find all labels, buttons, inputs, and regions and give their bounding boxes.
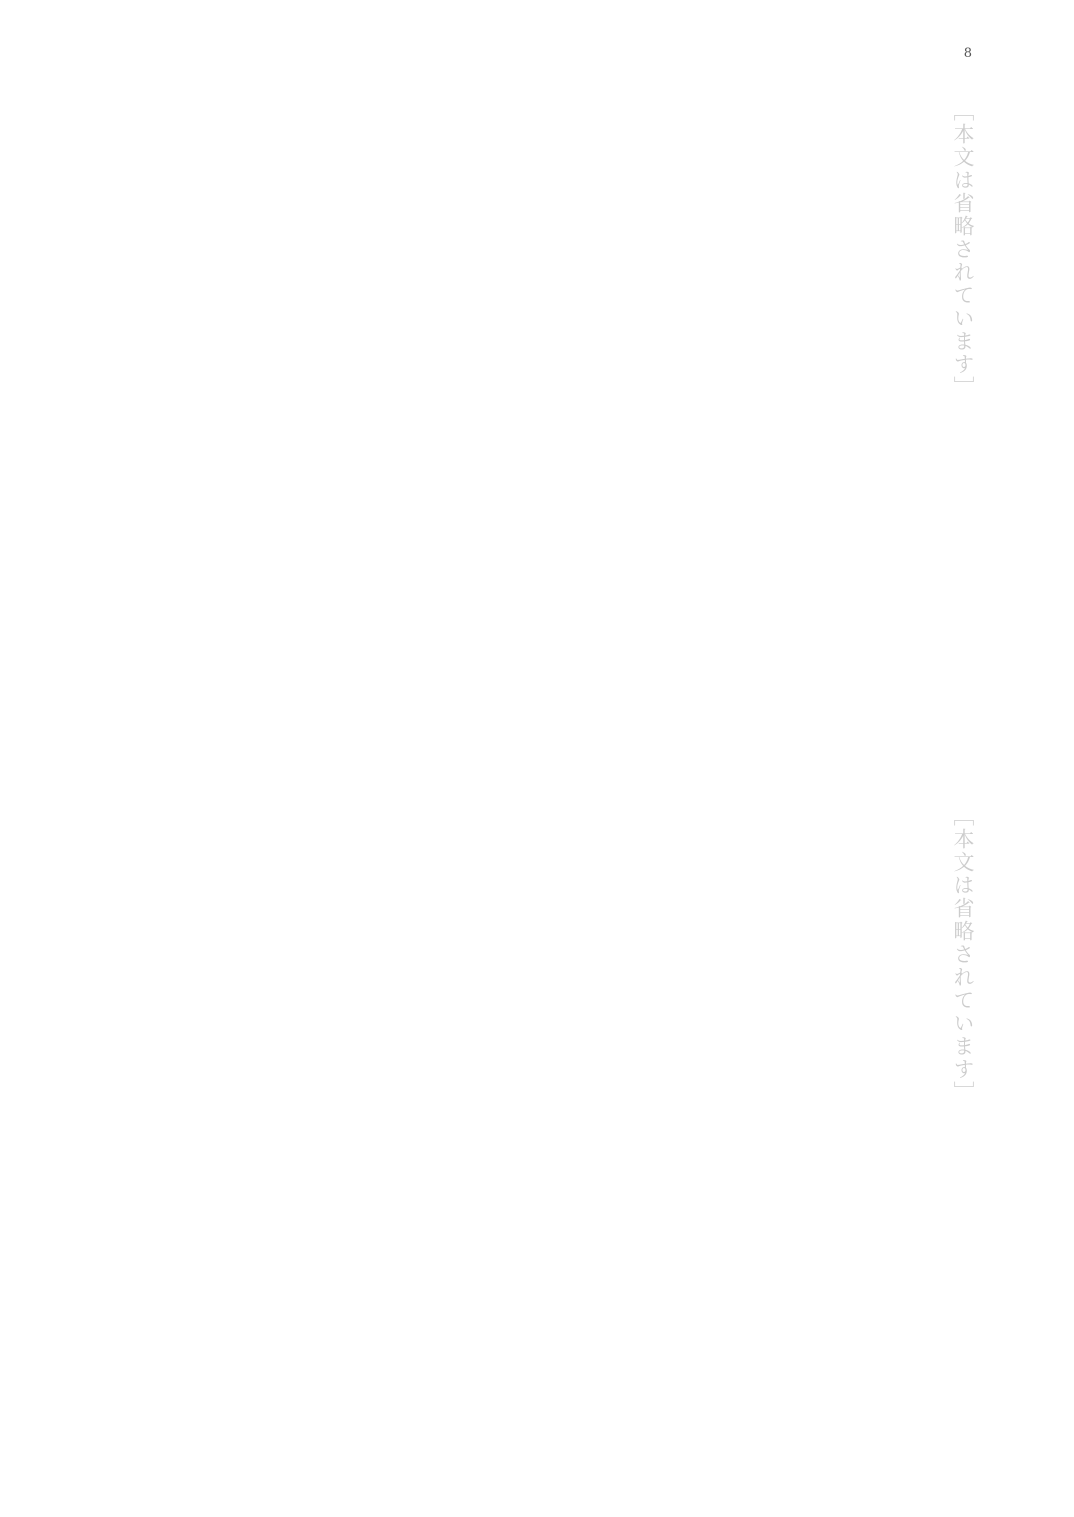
text-block-top [92, 100, 982, 700]
paragraph-placeholder: ［本文は省略されています］ [951, 805, 975, 1104]
text-block-bottom [92, 805, 982, 1405]
page-number: 8 [963, 46, 972, 61]
paragraph-placeholder: ［本文は省略されています］ [951, 100, 975, 399]
